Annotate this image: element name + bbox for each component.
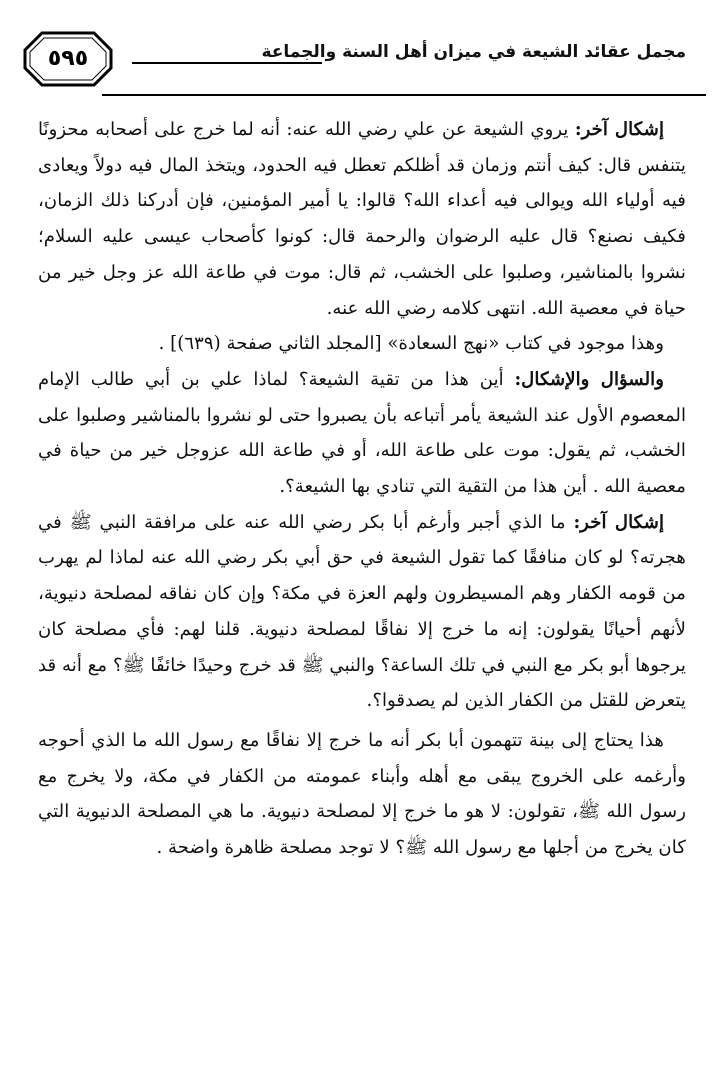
paragraph-text: ما الذي أجبر وأرغم أبا بكر رضي الله عنه على مرافقة النبي ﷺ في هجرته؟ لو كان منافقًا كما تقول الشيعة في حق أبي بكر رضي الله عنه لماذا لم يهرب من قومه الكفار وهم المسيطرون ولهم العزة في مكة؟ وإن كان نفاقه لمصلحة دنيوية، لأنهم أحيانًا يقولون: إنه ما خرج إلا نفاقًا لمصلحة دنيوية. قلنا لهم: فأي مصلحة كان يرجوها أبو بكر مع النبي في تلك الساعة؟ والنبي ﷺ قد خرج وحيدًا خائفًا ﷺ؟ مع أنه قد يتعرض للقتل من الكفار الذين لم يصدقوا؟. [38,511,686,712]
page-number-badge [22,30,114,88]
paragraph-3 [38,362,686,505]
paragraph-text: يروي الشيعة عن علي رضي الله عنه: أنه لما خرج على أصحابه محزونًا يتنفس قال: كيف أنتم وزمان قد أظلكم تعطل فيه الحدود، ويتخذ المال فيه دولاً ويعادى فيه أولياء الله ويوالى فيه أعداء الله؟ قالوا: يا أمير المؤمنين، فإن أدركنا ذلك الزمان، فكيف نصنع؟ قال عليه الرضوان والرحمة قال: كونوا كأصحاب عيسى عليه السلام؛ نشروا بالمناشير، وصلبوا على الخشب، ثم قال: موت في طاعة الله عز وجل خير من حياة في معصية الله. انتهى كلامه رضي الله عنه. [38,119,686,319]
page-number: ٥٩٥ [47,46,89,71]
paragraph-1 [38,112,686,326]
header-rule [102,94,706,96]
body-text [38,112,686,866]
running-title: مجمل عقائد الشيعة في ميزان أهل السنة والجماعة [261,42,686,62]
paragraph-lead: إشكال آخر: [573,511,664,533]
header-dash-line [132,62,322,64]
paragraph-text: أين هذا من تقية الشيعة؟ لماذا علي بن أبي طالب الإمام المعصوم الأول عند الشيعة يأمر أتباعه بأن يصبروا حتى لو نشروا بالمناشير وصلبوا على الخشب، ثم يقول: موت على طاعة الله، أو في طاعة الله عزوجل خير من حياة في معصية الله . أين هذا من التقية التي تنادي بها الشيعة؟. [38,368,686,498]
paragraph-5 [38,723,686,866]
paragraph-text: وهذا موجود في كتاب «نهج السعادة» [المجلد الثاني صفحة (٦٣٩)] . [158,333,664,355]
page-header [22,30,690,96]
paragraph-2 [38,326,686,362]
paragraph-lead: والسؤال والإشكال: [514,368,665,390]
paragraph-lead: إشكال آخر: [574,119,664,140]
paragraph-text: هذا يحتاج إلى بينة تتهمون أبا بكر أنه ما خرج إلا نفاقًا مع رسول الله ما الذي أحوجه وأرغمه على الخروج يبقى مع أهله وأبناء عمومته من الكفار في مكة، ولا يخرج مع رسول الله ﷺ، تقولون: لا هو ما خرج إلا لمصلحة دنيوية. ما هي المصلحة الدنيوية التي كان يخرج من أجلها مع رسول الله ﷺ؟ لا توجد مصلحة ظاهرة واضحة . [38,729,686,859]
paragraph-4 [38,505,686,719]
